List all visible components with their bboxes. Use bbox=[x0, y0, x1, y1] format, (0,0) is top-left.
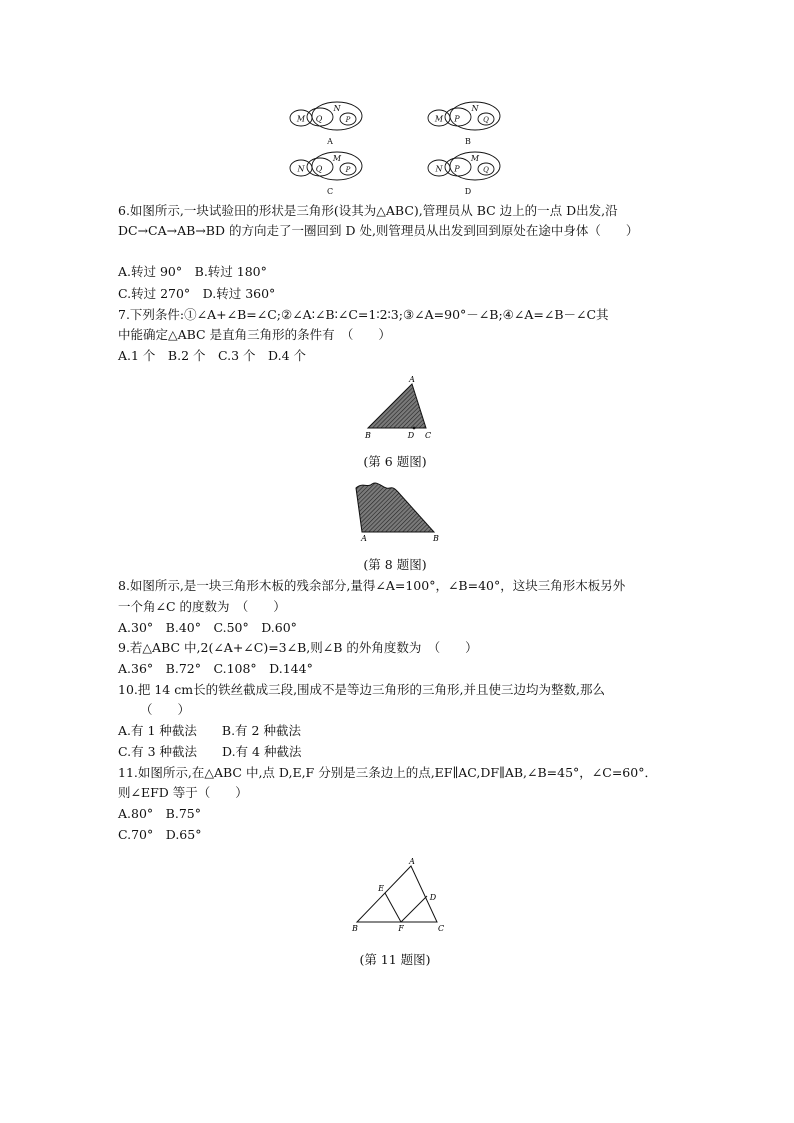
figure-6-label-b: B bbox=[365, 431, 371, 440]
question-6-stem-line-2: DC→CA→AB→BD 的方向走了一圈回到 D 处,则管理员从出发到回到原处在途中身体（ ） bbox=[118, 223, 639, 238]
venn-c-left-label: N bbox=[297, 164, 305, 174]
question-10-options-cd: C.有 3 种截法 D.有 4 种截法 bbox=[118, 744, 302, 759]
question-11-stem-line-1: 11.如图所示,在△ABC 中,点 D,E,F 分别是三条边上的点,EF∥AC,DF∥AB,∠B=45°，∠C=60°． bbox=[118, 765, 657, 780]
figure-11-label-d: D bbox=[429, 893, 437, 902]
venn-c-big-label: M bbox=[332, 154, 342, 163]
venn-d-big-label: M bbox=[470, 154, 480, 163]
venn-b-left-label: M bbox=[434, 114, 444, 124]
venn-b-big-label: N bbox=[471, 104, 479, 113]
venn-diagram-options bbox=[280, 100, 520, 198]
figure-8-label-a: A bbox=[361, 534, 367, 543]
venn-a-left-label: M bbox=[296, 114, 306, 124]
question-7-stem-line-1: 7.下列条件:①∠A+∠B=∠C;②∠A∶∠B∶∠C=1∶2∶3;③∠A=90°－∠B;④∠A=∠B－∠C其 bbox=[118, 307, 609, 322]
figure-11-label-b: B bbox=[352, 924, 358, 933]
venn-c-inner-label: P bbox=[345, 166, 351, 174]
question-10-options-ab: A.有 1 种截法 B.有 2 种截法 bbox=[118, 723, 301, 738]
question-8-stem-line-1: 8.如图所示,是一块三角形木板的残余部分,量得∠A=100°，∠B=40°，这块三角形木板另外 bbox=[118, 578, 626, 593]
figure-8-caption: (第 8 题图) bbox=[363, 557, 427, 572]
venn-a-mid-label: Q bbox=[315, 114, 323, 124]
figure-8-board-remnant bbox=[350, 478, 450, 544]
venn-option-b bbox=[428, 102, 500, 146]
figure-6-point-d bbox=[413, 427, 416, 430]
venn-b-letter: B bbox=[465, 137, 471, 146]
question-6-options-ab: A.转过 90° B.转过 180° bbox=[118, 264, 267, 279]
venn-c-mid-label: Q bbox=[315, 164, 323, 174]
figure-11-label-f: F bbox=[398, 924, 404, 933]
figure-6-label-a: A bbox=[409, 375, 415, 384]
figure-6-caption: (第 6 题图) bbox=[363, 454, 427, 469]
venn-a-inner-label: P bbox=[345, 116, 351, 124]
figure-8-label-b: B bbox=[433, 534, 439, 543]
venn-option-a bbox=[290, 102, 362, 146]
question-9-stem: 9.若△ABC 中,2(∠A+∠C)=3∠B,则∠B 的外角度数为 （ ） bbox=[118, 640, 478, 655]
venn-b-inner-label: Q bbox=[483, 116, 489, 124]
figure-11-label-e: E bbox=[378, 884, 384, 893]
figure-11-segment-ef bbox=[385, 893, 401, 922]
venn-d-mid-label: P bbox=[454, 164, 460, 174]
figure-6-triangle bbox=[360, 372, 440, 442]
venn-a-big-label: N bbox=[333, 104, 341, 113]
question-8-stem-line-2: 一个角∠C 的度数为 （ ） bbox=[118, 599, 286, 614]
question-9-options: A.36° B.72° C.108° D.144° bbox=[118, 661, 313, 676]
figure-8-board-shape bbox=[356, 483, 434, 532]
question-11-options-ab: A.80° B.75° bbox=[118, 806, 201, 821]
figure-11-label-a: A bbox=[409, 857, 415, 866]
question-11-options-cd: C.70° D.65° bbox=[118, 827, 202, 842]
figure-11-label-c: C bbox=[437, 924, 445, 933]
figure-11-triangle bbox=[345, 852, 455, 936]
question-6-options-cd: C.转过 270° D.转过 360° bbox=[118, 286, 276, 301]
question-8-options: A.30° B.40° C.50° D.60° bbox=[118, 620, 297, 635]
question-10-stem-line-1: 10.把 14 cm长的铁丝截成三段,围成不是等边三角形的三角形,并且使三边均为整数,那么 bbox=[118, 682, 606, 697]
question-7-stem-line-2: 中能确定△ABC 是直角三角形的条件有 （ ） bbox=[118, 327, 391, 342]
figure-6-label-c: C bbox=[424, 431, 432, 440]
venn-option-c bbox=[290, 152, 362, 196]
venn-c-letter: C bbox=[326, 187, 334, 196]
venn-option-d bbox=[428, 152, 500, 196]
venn-b-mid-label: P bbox=[454, 114, 460, 124]
figure-6-label-d: D bbox=[407, 431, 415, 440]
figure-6-triangle-shape bbox=[368, 384, 426, 428]
venn-d-left-label: N bbox=[435, 164, 443, 174]
question-10-stem-line-2: （ ） bbox=[140, 702, 191, 717]
figure-11-triangle-abc bbox=[357, 866, 437, 922]
venn-d-letter: D bbox=[464, 187, 472, 196]
figure-11-caption: (第 11 题图) bbox=[359, 952, 431, 967]
venn-a-letter: A bbox=[327, 137, 333, 146]
question-7-options: A.1 个 B.2 个 C.3 个 D.4 个 bbox=[118, 348, 307, 363]
question-11-stem-line-2: 则∠EFD 等于（ ） bbox=[118, 785, 248, 800]
figure-11-segment-df bbox=[401, 896, 427, 922]
question-6-stem-line-1: 6.如图所示,一块试验田的形状是三角形(设其为△ABC),管理员从 BC 边上的一点 D出发,沿 bbox=[118, 203, 618, 218]
venn-d-inner-label: Q bbox=[483, 166, 489, 174]
